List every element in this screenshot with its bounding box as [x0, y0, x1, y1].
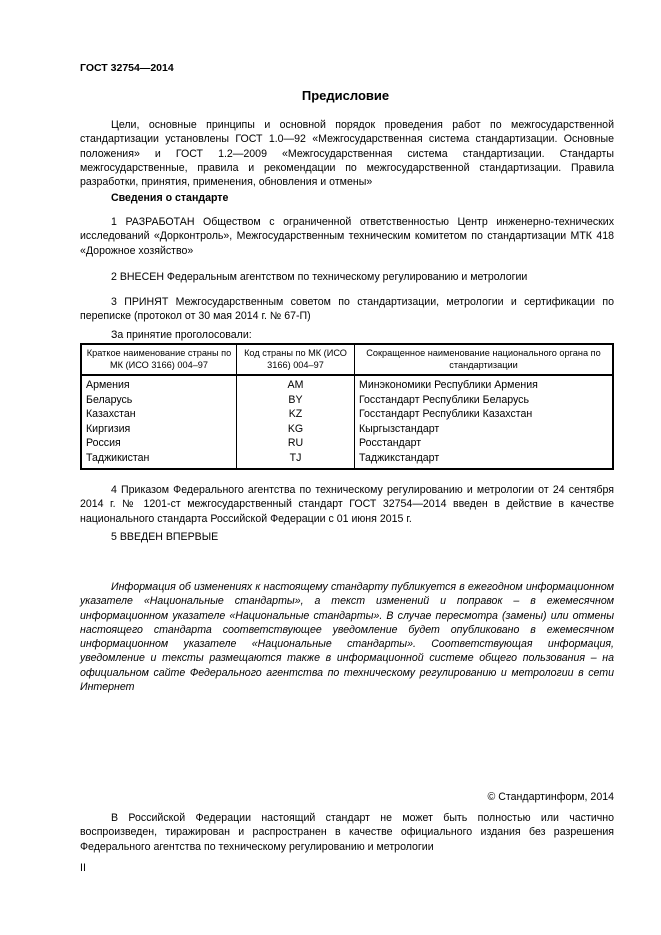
cell-body: Госстандарт Республики Беларусь — [355, 393, 614, 408]
table-row — [81, 407, 613, 422]
cell-body: Минэкономики Республики Армения — [355, 375, 614, 393]
cell-country: Беларусь — [86, 393, 133, 406]
voting-table — [80, 343, 614, 470]
column-header-code: Код страны по МК (ИСО 3166) 004–97 — [237, 344, 355, 375]
document-header: ГОСТ 32754—2014 — [80, 62, 174, 74]
cell-code: TJ — [237, 451, 355, 469]
table-row — [81, 422, 613, 437]
table-caption: За принятие проголосовали: — [111, 329, 252, 341]
copyright-notice: © Стандартинформ, 2014 — [487, 791, 614, 803]
cell-code: AM — [237, 375, 355, 393]
amendments-info-notice: Информация об изменениях к настоящему стандарту публикуется в ежегодном информационном указателе «Национальные стандарты», а текст изменений и поправок – в ежемесячном информационном указателе «Национальные стандарты». В случае пересмотра (замены) или отмены настоящего стандарта соответствующее уведомление будет опубликовано в ежемесячном информационном указателе «Национальные стандарты». Соответствующая информация, уведомление и тексты размещаются также в информационной системе общего пользования – на официальном сайте Федерального агентства по техническому регулированию и метрологии в сети Интернет — [80, 581, 614, 694]
item-developed: 1 РАЗРАБОТАН Обществом с ограниченной ответственностью Центр инженерно-технических исследований «Дорконтроль», Межгосударственным техническим комитетом по стандартизации МТК 418 «Дорожное хозяйство» — [80, 216, 614, 257]
cell-country: Таджикистан — [86, 451, 150, 464]
column-header-body: Сокращенное наименование национального органа по стандартизации — [355, 344, 614, 375]
cell-body: Кыргызстандарт — [355, 422, 614, 437]
page-number: II — [80, 862, 86, 874]
table-header-row — [81, 344, 613, 375]
cell-body: Росстандарт — [355, 436, 614, 451]
section-title: Сведения о стандарте — [111, 192, 229, 204]
page-title: Предисловие — [301, 88, 390, 103]
table-row — [81, 451, 613, 469]
table-row — [81, 375, 613, 393]
item-first-introduced: 5 ВВЕДЕН ВПЕРВЫЕ — [111, 531, 219, 543]
cell-country: Армения — [86, 379, 130, 391]
cell-body: Таджикстандарт — [355, 451, 614, 469]
item-adopted: 3 ПРИНЯТ Межгосударственным советом по стандартизации, метрологии и сертификации по переписке (протокол от 30 мая 2014 г. № 67-П) — [80, 296, 614, 323]
reproduction-notice: В Российской Федерации настоящий стандарт не может быть полностью или частично воспроизведен, тиражирован и распространен в качестве официального издания без разрешения Федерального агентства по техническому регулированию и метрологии — [80, 812, 614, 853]
table-row — [81, 393, 613, 408]
item-enacted: 4 Приказом Федерального агентства по техническому регулированию и метрологии от 24 сентября 2014 г. № 1201-ст межгосударственный стандарт ГОСТ 32754—2014 введен в действие в качестве национального стандарта Российской Федерации с 01 июня 2015 г. — [80, 484, 614, 525]
table-row — [81, 436, 613, 451]
item-submitted: 2 ВНЕСЕН Федеральным агентством по техническому регулированию и метрологии — [111, 271, 528, 283]
cell-country: Казахстан — [86, 408, 136, 421]
intro-paragraph: Цели, основные принципы и основной порядок проведения работ по межгосударственной стандартизации установлены ГОСТ 1.0—92 «Межгосударственная система стандартизации. Основные положения» и ГОСТ 1.2—2009 «Межгосударственная система стандартизации. Стандарты межгосударственные, правила и рекомендации по межгосударственной стандартизации. Правила разработки, принятия, применения, обновления и отмены» — [80, 119, 614, 189]
cell-code: KG — [237, 422, 355, 437]
cell-code: KZ — [237, 407, 355, 422]
cell-code: BY — [237, 393, 355, 408]
cell-code: RU — [237, 436, 355, 451]
cell-body: Госстандарт Республики Казахстан — [355, 407, 614, 422]
column-header-country: Краткое наименование страны по МК (ИСО 3166) 004–97 — [81, 344, 237, 375]
cell-country: Россия — [86, 437, 121, 450]
cell-country: Киргизия — [86, 422, 131, 435]
